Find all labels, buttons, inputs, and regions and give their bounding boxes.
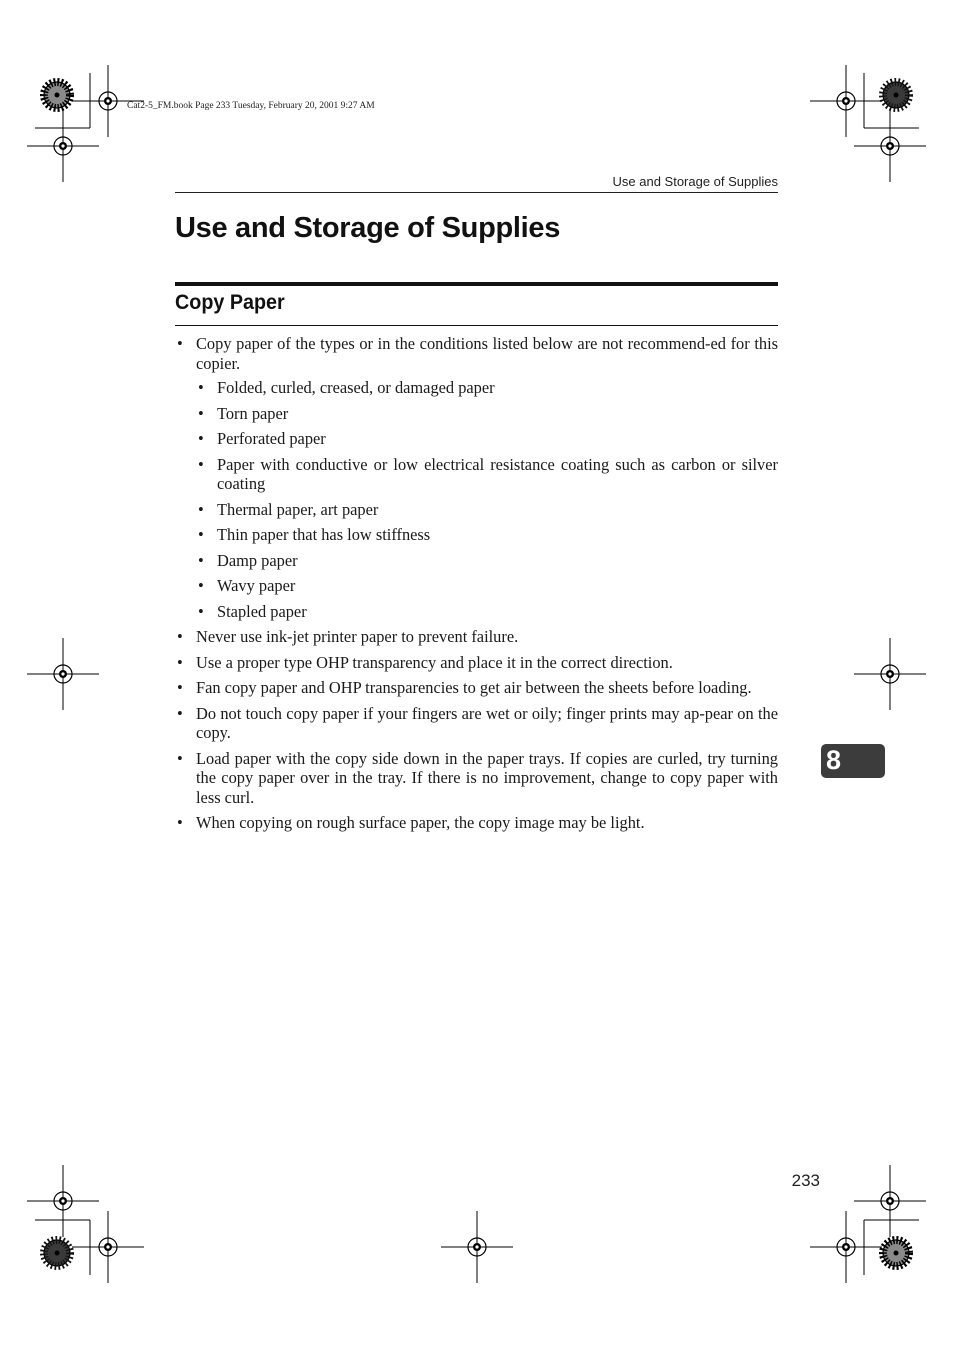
registration-target-icon (854, 1165, 926, 1237)
bullet-item: • When copying on rough surface paper, the copy image may be light. (175, 813, 778, 833)
sub-bullet-item: • Damp paper (196, 551, 778, 571)
bullet-item: • Never use ink-jet printer paper to prevent failure. (175, 627, 778, 647)
registration-rosette-icon (44, 82, 70, 108)
section-rule-top (175, 282, 778, 286)
bullet-item: • Do not touch copy paper if your fingers are wet or oily; finger prints may ap-pear on the copy. (175, 704, 778, 743)
copy-paper-content (175, 334, 778, 839)
bullet-list (175, 334, 778, 833)
registration-rosette-icon (883, 1240, 909, 1266)
registration-target-icon (441, 1211, 513, 1283)
chapter-tab (821, 744, 885, 778)
sub-bullet-item: • Folded, curled, creased, or damaged paper (196, 378, 778, 398)
sub-bullet-item: • Wavy paper (196, 576, 778, 596)
section-rule-bottom (175, 325, 778, 326)
registration-target-icon (854, 110, 926, 182)
bullet-item (175, 334, 778, 621)
registration-target-icon (27, 638, 99, 710)
sub-bullet-item: • Stapled paper (196, 602, 778, 622)
page-title: Use and Storage of Supplies (175, 212, 561, 244)
sub-bullet-item: • Perforated paper (196, 429, 778, 449)
registration-target-icon (27, 1165, 99, 1237)
sub-bullet-item: • Torn paper (196, 404, 778, 424)
chapter-number: 8 (826, 745, 842, 775)
file-stamp: Cat2-5_FM.book Page 233 Tuesday, February 20, 2001 9:27 AM (127, 101, 375, 111)
bullet-text: Copy paper of the types or in the conditions listed below are not recommend-ed for this copier. (196, 334, 778, 373)
sub-bullet-item: • Paper with conductive or low electrical resistance coating such as carbon or silver coating (196, 455, 778, 494)
registration-rosette-icon (44, 1240, 70, 1266)
registration-rosette-icon (883, 82, 909, 108)
registration-target-icon (27, 110, 99, 182)
bullet-item: • Load paper with the copy side down in the paper trays. If copies are curled, try turning the copy paper over in the tray. If there is no improvement, change to copy paper with less curl. (175, 749, 778, 808)
bullet-item: • Use a proper type OHP transparency and place it in the correct direction. (175, 653, 778, 673)
registration-target-icon (72, 1211, 144, 1283)
running-head: Use and Storage of Supplies (612, 174, 778, 189)
bullet-item: • Fan copy paper and OHP transparencies to get air between the sheets before loading. (175, 678, 778, 698)
registration-target-icon (810, 1211, 882, 1283)
sub-bullet-list (196, 378, 778, 621)
page-number: 233 (791, 1171, 820, 1190)
section-title: Copy Paper (175, 291, 285, 314)
registration-target-icon (810, 65, 882, 137)
sub-bullet-item: • Thin paper that has low stiffness (196, 525, 778, 545)
header-rule (175, 192, 778, 193)
sub-bullet-item: • Thermal paper, art paper (196, 500, 778, 520)
registration-target-icon (854, 638, 926, 710)
